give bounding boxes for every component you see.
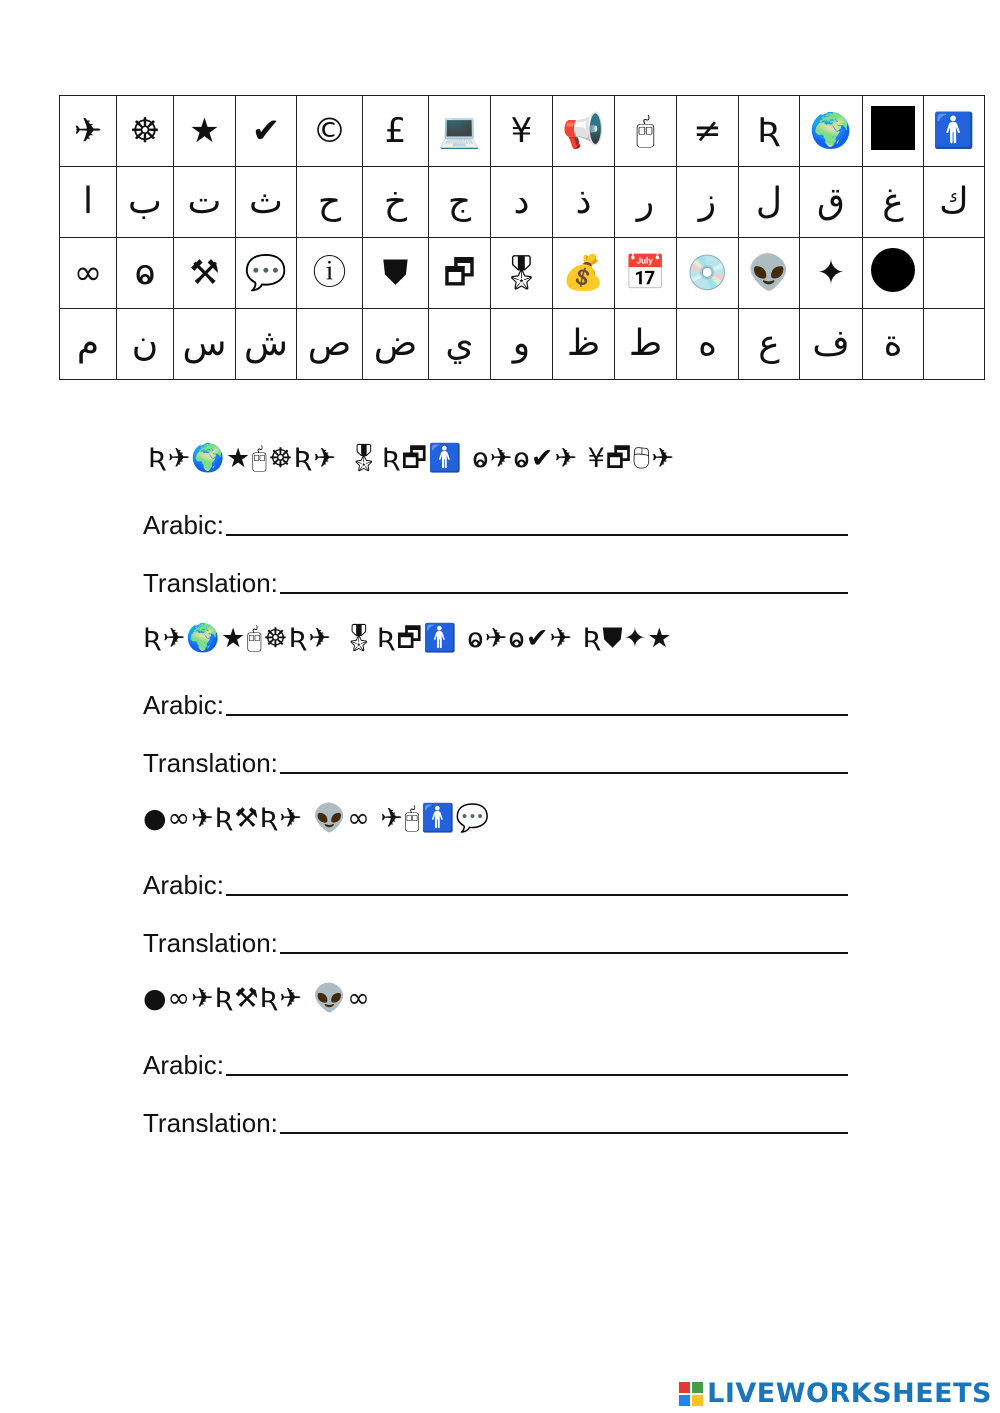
arabic-letter: غ (882, 181, 904, 222)
symbol-cell (739, 96, 800, 167)
exercise-2 (143, 615, 848, 783)
symbol-cell (677, 238, 739, 309)
symbol-glyph: © (312, 111, 347, 151)
translation-answer-field[interactable] (280, 592, 848, 594)
arabic-letter-cell (60, 167, 117, 238)
arabic-letter-cell (615, 309, 677, 380)
arabic-answer-line[interactable] (143, 847, 848, 905)
symbol-glyph: 📅 (624, 253, 667, 293)
arabic-letter-row (60, 167, 985, 238)
arabic-letter-cell (924, 167, 985, 238)
arabic-label: Arabic: (143, 870, 224, 900)
arabic-letter: ه (698, 323, 717, 364)
arabic-letter: ص (307, 323, 352, 364)
arabic-letter-cell (677, 167, 739, 238)
arabic-letter-cell (117, 309, 174, 380)
symbol-glyph: 🖰 (635, 111, 656, 151)
arabic-answer-field[interactable] (226, 1074, 848, 1076)
arabic-letter: ج (447, 181, 472, 222)
arabic-letter-cell (800, 309, 863, 380)
translation-answer-line[interactable] (143, 1085, 848, 1143)
symbol-cell (491, 238, 553, 309)
code-sentence: Ʀ✈🌍★🖰☸Ʀ✈ 🎖Ʀ🗗🚹 ⱺ✈ⱺ✔✈ ¥🗗🖰✈ (148, 443, 676, 474)
symbol-glyph: ¥ (510, 111, 533, 151)
exercises (143, 435, 848, 1155)
arabic-letter: ف (812, 323, 850, 364)
arabic-letter-cell (800, 167, 863, 238)
logo-square (692, 1382, 703, 1393)
symbol-cell (297, 238, 363, 309)
symbol-glyph: ⱺ (134, 253, 156, 293)
arabic-answer-line[interactable] (143, 667, 848, 725)
arabic-letter: ز (698, 181, 717, 222)
arabic-letter: ب (128, 181, 162, 222)
arabic-answer-field[interactable] (226, 714, 848, 716)
symbol-glyph: ⓘ (312, 253, 347, 293)
symbol-glyph: ⚒ (189, 253, 220, 293)
arabic-answer-line[interactable] (143, 487, 848, 545)
arabic-letter: ع (758, 323, 780, 364)
arabic-letter: ش (244, 323, 288, 364)
arabic-letter-cell (615, 167, 677, 238)
symbol-cell (863, 238, 924, 309)
symbol-cell (615, 96, 677, 167)
arabic-letter: و (512, 323, 531, 364)
arabic-answer-field[interactable] (226, 894, 848, 896)
symbol-cell (363, 96, 429, 167)
translation-answer-field[interactable] (280, 1132, 848, 1134)
arabic-letter: د (513, 181, 530, 222)
exercise-4 (143, 975, 848, 1143)
symbol-glyph: ⛊ (382, 253, 409, 293)
symbol-cell (863, 96, 924, 167)
symbol-cell (60, 96, 117, 167)
symbol-glyph: £ (384, 111, 407, 151)
brand-wordmark: LIVEWORKSHEETS (707, 1378, 992, 1409)
translation-answer-field[interactable] (280, 772, 848, 774)
symbol-glyph: 👽 (747, 253, 791, 293)
translation-answer-line[interactable] (143, 905, 848, 963)
code-sentence: ●∞✈Ʀ⚒Ʀ✈ 👽∞ ✈🖰🚹💬 (143, 803, 491, 834)
symbol-row (60, 96, 985, 167)
translation-label: Translation: (143, 568, 278, 598)
arabic-letter-cell (553, 309, 615, 380)
arabic-letter: ح (317, 181, 342, 222)
symbol-cell (236, 238, 297, 309)
symbol-glyph: ✦ (816, 253, 846, 293)
code-sentence: Ʀ✈🌍★🖰☸Ʀ✈ 🎖Ʀ🗗🚹 ⱺ✈ⱺ✔✈ Ʀ⛊✦★ (143, 623, 673, 654)
symbol-glyph: Ʀ (757, 111, 781, 151)
symbol-glyph: ✔ (251, 111, 281, 151)
symbol-cell (117, 238, 174, 309)
symbol-cell (739, 238, 800, 309)
arabic-letter: ة (883, 323, 903, 364)
cipher-key-table (59, 95, 985, 380)
arabic-letter-cell (297, 309, 363, 380)
black-square-icon (871, 106, 915, 150)
arabic-letter-cell (924, 309, 985, 380)
symbol-cell (553, 96, 615, 167)
symbol-glyph: ≠ (693, 111, 722, 151)
arabic-letter-cell (236, 167, 297, 238)
symbol-glyph: 💰 (562, 253, 605, 293)
symbol-glyph: 🎖 (499, 253, 544, 293)
translation-label: Translation: (143, 928, 278, 958)
arabic-letter-cell (429, 309, 491, 380)
arabic-letter-cell (739, 167, 800, 238)
symbol-glyph: 💿 (686, 253, 729, 293)
translation-answer-line[interactable] (143, 545, 848, 603)
translation-label: Translation: (143, 748, 278, 778)
arabic-letter-row (60, 309, 985, 380)
symbol-glyph: 💻 (438, 111, 481, 151)
arabic-label: Arabic: (143, 690, 224, 720)
symbol-glyph: 💬 (244, 253, 288, 293)
symbol-cell (174, 238, 236, 309)
logo-square (679, 1382, 690, 1393)
arabic-label: Arabic: (143, 1050, 224, 1080)
arabic-letter: ت (187, 181, 222, 222)
arabic-letter-cell (363, 167, 429, 238)
translation-answer-field[interactable] (280, 952, 848, 954)
arabic-letter: ر (636, 181, 655, 222)
arabic-letter-cell (363, 309, 429, 380)
arabic-letter-cell (677, 309, 739, 380)
arabic-letter: ا (82, 181, 93, 222)
arabic-letter-cell (491, 309, 553, 380)
arabic-letter-cell (491, 167, 553, 238)
symbol-cell (174, 96, 236, 167)
arabic-letter-cell (236, 309, 297, 380)
arabic-letter: ظ (566, 323, 601, 364)
symbol-glyph: ☸ (129, 111, 161, 151)
arabic-letter: ك (939, 181, 969, 222)
arabic-letter: س (182, 323, 227, 364)
symbol-cell (924, 96, 985, 167)
symbol-cell (615, 238, 677, 309)
arabic-letter-cell (863, 309, 924, 380)
symbol-glyph: 🌍 (809, 111, 853, 151)
black-circle-icon (871, 248, 915, 292)
translation-label: Translation: (143, 1108, 278, 1138)
symbol-glyph: ★ (189, 111, 220, 151)
symbol-cell (297, 96, 363, 167)
arabic-label: Arabic: (143, 510, 224, 540)
symbol-cell (60, 238, 117, 309)
arabic-letter: م (76, 323, 100, 364)
translation-answer-line[interactable] (143, 725, 848, 783)
symbol-cell (117, 96, 174, 167)
arabic-letter: ل (755, 181, 783, 222)
arabic-letter: ن (131, 323, 159, 364)
symbol-cell (429, 238, 491, 309)
symbol-cell (236, 96, 297, 167)
symbol-cell (800, 96, 863, 167)
arabic-letter-cell (863, 167, 924, 238)
arabic-answer-line[interactable] (143, 1027, 848, 1085)
arabic-letter: ذ (575, 181, 592, 222)
symbol-cell (800, 238, 863, 309)
arabic-letter-cell (429, 167, 491, 238)
symbol-glyph: ∞ (73, 253, 103, 293)
symbol-glyph: 🗗 (443, 253, 476, 293)
symbol-cell (363, 238, 429, 309)
arabic-letter-cell (739, 309, 800, 380)
arabic-letter: ي (445, 323, 474, 364)
exercise-3 (143, 795, 848, 963)
exercise-1 (143, 435, 848, 603)
arabic-letter: خ (383, 181, 408, 222)
arabic-letter-cell (553, 167, 615, 238)
arabic-letter-cell (174, 167, 236, 238)
arabic-letter-cell (117, 167, 174, 238)
arabic-letter: ض (373, 323, 418, 364)
arabic-letter-cell (174, 309, 236, 380)
symbol-cell (924, 238, 985, 309)
symbol-cell (553, 238, 615, 309)
arabic-letter: ق (817, 181, 845, 222)
brand-logo-squares (679, 1382, 703, 1406)
symbol-cell (491, 96, 553, 167)
arabic-letter: ط (628, 323, 663, 364)
arabic-letter: ث (249, 181, 283, 222)
logo-square (679, 1395, 690, 1406)
liveworksheets-logo (679, 1378, 992, 1409)
logo-square (692, 1395, 703, 1406)
arabic-letter-cell (297, 167, 363, 238)
symbol-cell (677, 96, 739, 167)
arabic-letter-cell (60, 309, 117, 380)
symbol-cell (429, 96, 491, 167)
code-sentence: ●∞✈Ʀ⚒Ʀ✈ 👽∞ (143, 983, 371, 1014)
symbol-row (60, 238, 985, 309)
symbol-glyph: ✈ (73, 111, 103, 151)
symbol-glyph: 📢 (562, 111, 605, 151)
arabic-answer-field[interactable] (226, 534, 848, 536)
symbol-glyph: 🚹 (932, 111, 976, 151)
